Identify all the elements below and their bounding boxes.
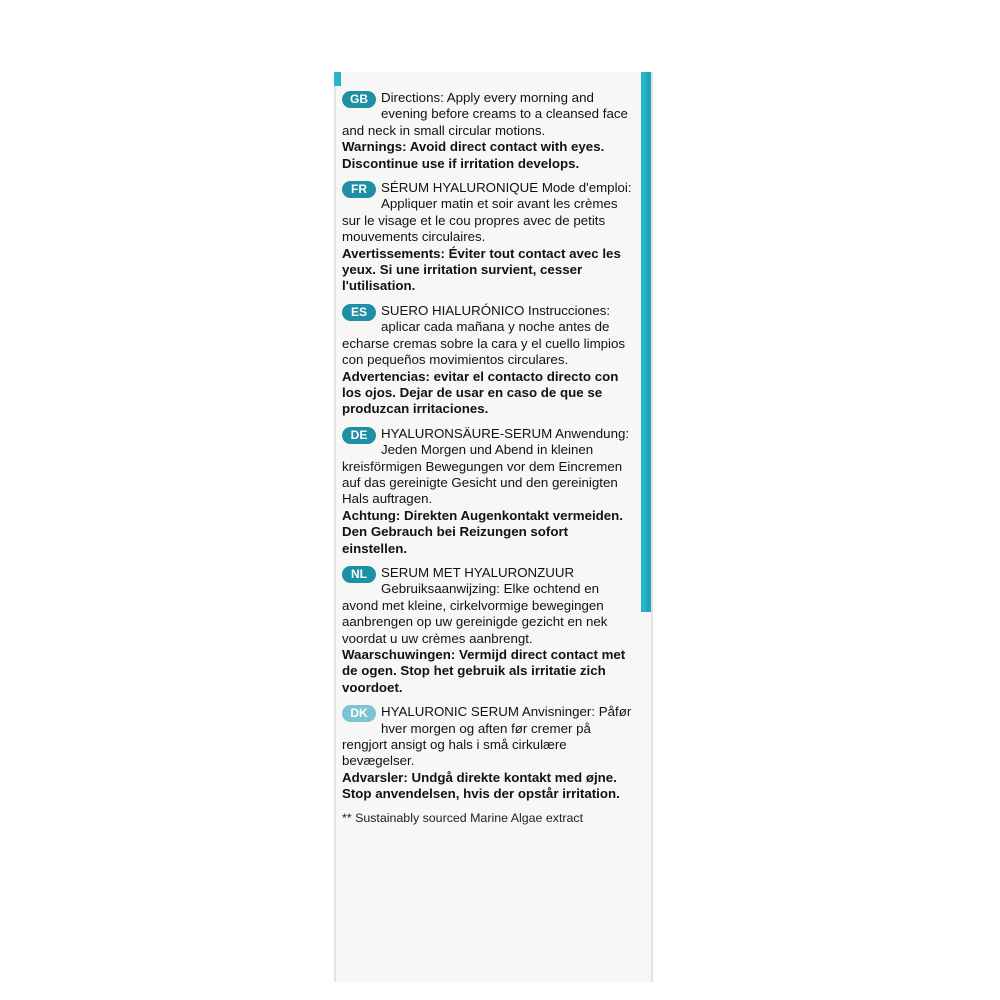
language-badge-es: ES [342,304,376,321]
directions-de: HYALURONSÄURE-SERUM Anwendung: Jeden Morgen und Abend in kleinen kreisförmigen Bewegungen vor dem Eincremen auf das gereinigte Gesicht und den gereinigten Hals auftragen. [342,425,630,507]
warnings-de: Achtung: Direkten Augenkontakt vermeiden. Den Gebrauch bei Reizungen sofort einstellen. [342,507,624,556]
warnings-es: Advertencias: evitar el contacto directo con los ojos. Dejar de usar en caso de que se produzcan irritaciones. [342,368,619,417]
directions-dk: HYALURONIC SERUM Anvisninger: Påfør hver morgen og aften før cremer på rengjort ansigt og hals i små cirkulære bevægelser. [342,704,632,769]
directions-fr: SÉRUM HYALURONIQUE Mode d'emploi: Appliquer matin et soir avant les crèmes sur le visage et le cou propres avec de petits mouvements circulaires. [342,180,632,245]
section-de [342,426,634,557]
language-badge-nl: NL [342,566,376,583]
directions-nl: SERUM MET HYALURONZUUR Gebruiksaanwijzing: Elke ochtend en avond met kleine, cirkelvormige bewegingen aanbrengen op uw gereinigde gezicht en nek voordat u uw crèmes aanbrengt. [342,564,608,646]
warnings-fr: Avertissements: Éviter tout contact avec les yeux. Si une irritation survient, cesser l'utilisation. [342,245,621,294]
section-nl [342,565,634,696]
directions-es: SUERO HIALURÓNICO Instrucciones: aplicar cada mañana y noche antes de echarse cremas sobre la cara y el cuello limpios con pequeños movimientos circulares. [342,302,626,368]
box-flap-left-accent [334,72,341,86]
section-es [342,303,634,418]
warnings-gb: Warnings: Avoid direct contact with eyes. Discontinue use if irritation develops. [342,139,605,171]
language-badge-gb: GB [342,91,376,108]
directions-gb: Directions: Apply every morning and evening before creams to a cleansed face and neck in small circular motions. [342,90,628,138]
language-badge-de: DE [342,427,376,444]
section-fr [342,180,634,295]
instructions-text [342,90,634,837]
footnote: ** Sustainably sourced Marine Algae extract [342,810,584,825]
box-flap-right-shade [646,72,651,612]
section-dk [342,704,634,802]
language-badge-fr: FR [342,181,376,198]
section-gb [342,90,634,172]
language-badge-dk: DK [342,705,376,722]
warnings-dk: Advarsler: Undgå direkte kontakt med øjne. Stop anvendelsen, hvis der opstår irritation. [342,769,620,802]
warnings-nl: Waarschuwingen: Vermijd direct contact met de ogen. Stop het gebruik als irritatie zich voordoet. [342,647,626,695]
